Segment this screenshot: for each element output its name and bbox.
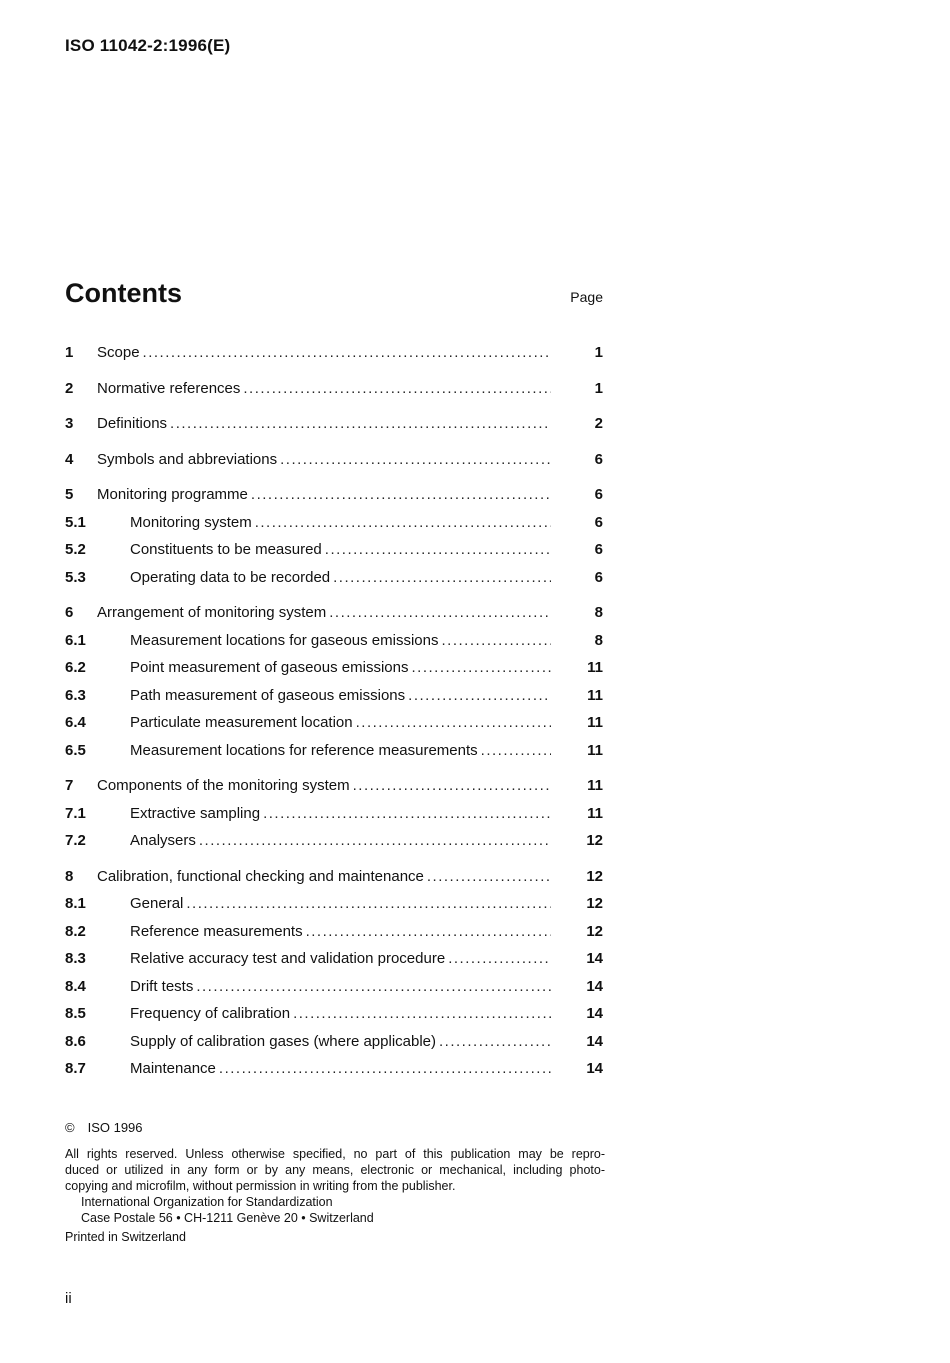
rights-line: duced or utilized in any form or by any means, electronic or mechanical, including photo- <box>65 1163 605 1177</box>
standard-id: ISO 11042-2:1996(E) <box>65 36 231 55</box>
toc-entry-number: 5.3 <box>65 568 86 586</box>
toc-entry-page: 12 <box>586 922 603 940</box>
toc-dot-leader <box>411 659 551 676</box>
toc-entry-title: Maintenance <box>130 1060 216 1077</box>
toc-entry-title: Relative accuracy test and validation procedure <box>130 950 446 967</box>
toc-entry-number: 5.2 <box>65 541 86 558</box>
toc-entry-page: 11 <box>587 659 603 676</box>
toc-dot-leader <box>333 569 551 586</box>
toc-entry-page: 12 <box>586 832 603 849</box>
toc-dot-leader <box>196 978 551 995</box>
toc-entry <box>65 451 603 479</box>
toc-entry <box>65 777 603 805</box>
toc-entry-title: Particulate measurement location <box>130 714 353 731</box>
toc-entry-title: Supply of calibration gases (where applicable) <box>130 1032 437 1050</box>
toc-dot-leader <box>199 832 551 849</box>
toc-entry-page: 6 <box>594 568 603 586</box>
rights-line: All rights reserved. Unless otherwise specified, no part of this publication may be repro- <box>65 1147 605 1161</box>
toc-entry-page: 14 <box>586 977 603 995</box>
toc-dot-leader <box>439 1033 551 1050</box>
toc-entry-title: Scope <box>97 344 140 361</box>
toc-dot-leader <box>325 541 551 558</box>
toc-entry-number: 6.1 <box>65 631 86 649</box>
toc-entry-number: 7 <box>65 777 74 794</box>
toc-entry <box>65 659 603 687</box>
toc-entry-title: Path measurement of gaseous emissions <box>130 686 406 704</box>
toc-dot-leader <box>219 1060 551 1077</box>
toc-entry <box>65 1005 603 1033</box>
toc-entry-number: 5.1 <box>65 513 86 531</box>
copyright-text: ISO 1996 <box>87 1120 143 1135</box>
toc-entry-title: Point measurement of gaseous emissions <box>130 659 409 676</box>
toc-entry <box>65 895 603 923</box>
toc-entry-page: 11 <box>587 777 603 794</box>
toc-entry-number: 6.3 <box>65 686 86 704</box>
toc-entry-title: Frequency of calibration <box>130 1005 291 1022</box>
toc-entry <box>65 632 603 660</box>
toc-dot-leader <box>448 950 551 967</box>
rights-text <box>65 1146 605 1194</box>
toc-entry <box>65 868 603 896</box>
toc-dot-leader <box>280 451 551 468</box>
toc-entry-page: 11 <box>587 804 603 822</box>
toc-entry-number: 8.3 <box>65 950 86 967</box>
toc-entry <box>65 805 603 833</box>
toc-dot-leader <box>143 344 551 361</box>
toc-dot-leader <box>293 1005 551 1022</box>
toc-entry-page: 8 <box>594 631 603 649</box>
toc-entry-number: 7.2 <box>65 832 86 849</box>
toc-entry-page: 14 <box>586 950 603 967</box>
footer <box>65 1120 605 1245</box>
toc-dot-leader <box>329 604 551 621</box>
toc-list <box>65 344 603 1088</box>
toc-dot-leader <box>441 632 551 649</box>
toc-entry-number: 8 <box>65 867 74 885</box>
toc-entry-number: 6.5 <box>65 741 86 759</box>
toc-entry-page: 12 <box>586 895 603 912</box>
contents-heading: Contents <box>65 278 182 308</box>
toc-entry-page: 11 <box>587 714 603 731</box>
toc-entry <box>65 415 603 443</box>
toc-entry-page: 12 <box>586 867 603 885</box>
page-number: ii <box>65 1290 72 1307</box>
toc-entry <box>65 541 603 569</box>
toc-entry-number: 6.4 <box>65 714 86 731</box>
toc-entry-page: 14 <box>586 1060 603 1077</box>
toc-dot-leader <box>263 805 551 822</box>
toc-entry <box>65 604 603 632</box>
toc-entry-page: 6 <box>594 486 603 503</box>
toc-dot-leader <box>186 895 551 912</box>
toc-entry-title: Monitoring system <box>130 513 252 531</box>
toc-dot-leader <box>255 514 551 531</box>
toc-entry <box>65 1060 603 1088</box>
toc-dot-leader <box>408 687 551 704</box>
toc-entry-title: Components of the monitoring system <box>97 777 350 794</box>
contents-header <box>65 278 603 309</box>
toc-entry-title: General <box>130 895 184 912</box>
toc-entry-title: Measurement locations for gaseous emissions <box>130 631 439 649</box>
toc-entry-number: 2 <box>65 379 74 397</box>
toc-entry-page: 1 <box>594 344 603 361</box>
toc-entry <box>65 832 603 860</box>
toc-entry-title: Monitoring programme <box>97 486 248 503</box>
toc-entry-title: Constituents to be measured <box>130 541 322 558</box>
printed-in-line: Printed in Switzerland <box>65 1230 186 1244</box>
toc-dot-leader <box>353 777 551 794</box>
toc-entry-number: 4 <box>65 450 74 468</box>
toc-entry-title: Arrangement of monitoring system <box>97 604 327 621</box>
toc-entry-page: 6 <box>594 450 603 468</box>
toc-entry-number: 3 <box>65 415 74 432</box>
toc-entry-page: 6 <box>594 513 603 531</box>
toc-entry <box>65 714 603 742</box>
toc-entry-number: 8.6 <box>65 1032 86 1050</box>
toc-entry-page: 11 <box>587 686 603 704</box>
toc-entry <box>65 1033 603 1061</box>
toc-entry <box>65 344 603 372</box>
toc-entry <box>65 687 603 715</box>
toc-dot-leader <box>243 380 551 397</box>
toc-entry-number: 8.4 <box>65 977 86 995</box>
toc-entry-page: 11 <box>587 741 603 759</box>
toc-entry-number: 8.7 <box>65 1060 86 1077</box>
address-line: Case Postale 56 • CH-1211 Genève 20 • Switzerland <box>81 1211 374 1225</box>
toc-entry-number: 1 <box>65 344 74 361</box>
toc-entry <box>65 486 603 514</box>
toc-entry-number: 6 <box>65 604 74 621</box>
toc-entry-title: Definitions <box>97 415 168 432</box>
toc-entry <box>65 950 603 978</box>
toc-entry-title: Normative references <box>97 379 241 397</box>
toc-dot-leader <box>170 415 551 432</box>
toc-entry-title: Extractive sampling <box>130 804 261 822</box>
toc-entry-page: 14 <box>586 1005 603 1022</box>
toc-entry-page: 14 <box>586 1032 603 1050</box>
toc-entry <box>65 923 603 951</box>
toc-entry-title: Analysers <box>130 832 196 849</box>
toc-entry-page: 8 <box>594 604 603 621</box>
toc-dot-leader <box>251 486 551 503</box>
toc-entry-page: 2 <box>594 415 603 432</box>
toc-entry-number: 8.5 <box>65 1005 86 1022</box>
toc-entry-number: 5 <box>65 486 74 503</box>
toc-entry-page: 1 <box>594 379 603 397</box>
toc-dot-leader <box>481 742 551 759</box>
toc-entry <box>65 380 603 408</box>
toc-entry-page: 6 <box>594 541 603 558</box>
toc-entry <box>65 514 603 542</box>
toc-entry-number: 6.2 <box>65 659 86 676</box>
toc-entry <box>65 742 603 770</box>
page-column-label: Page <box>570 289 603 305</box>
toc-dot-leader <box>306 923 551 940</box>
toc-entry-number: 7.1 <box>65 804 86 822</box>
toc-entry-title: Symbols and abbreviations <box>97 450 278 468</box>
toc-dot-leader <box>356 714 551 731</box>
copyright-line <box>65 1120 605 1136</box>
toc-entry-title: Drift tests <box>130 977 194 995</box>
copyright-symbol: © <box>65 1120 75 1135</box>
toc-entry-number: 8.1 <box>65 895 86 912</box>
toc-entry-number: 8.2 <box>65 922 86 940</box>
rights-line: copying and microfilm, without permission in writing from the publisher. <box>65 1179 456 1193</box>
toc-entry-title: Measurement locations for reference measurements <box>130 741 478 759</box>
organization-line: International Organization for Standardization <box>81 1195 333 1209</box>
toc-dot-leader <box>427 868 551 885</box>
toc-entry <box>65 978 603 1006</box>
toc-entry-title: Calibration, functional checking and maintenance <box>97 867 424 885</box>
toc-entry-title: Operating data to be recorded <box>130 568 331 586</box>
toc-entry-title: Reference measurements <box>130 922 303 940</box>
toc-entry <box>65 569 603 597</box>
